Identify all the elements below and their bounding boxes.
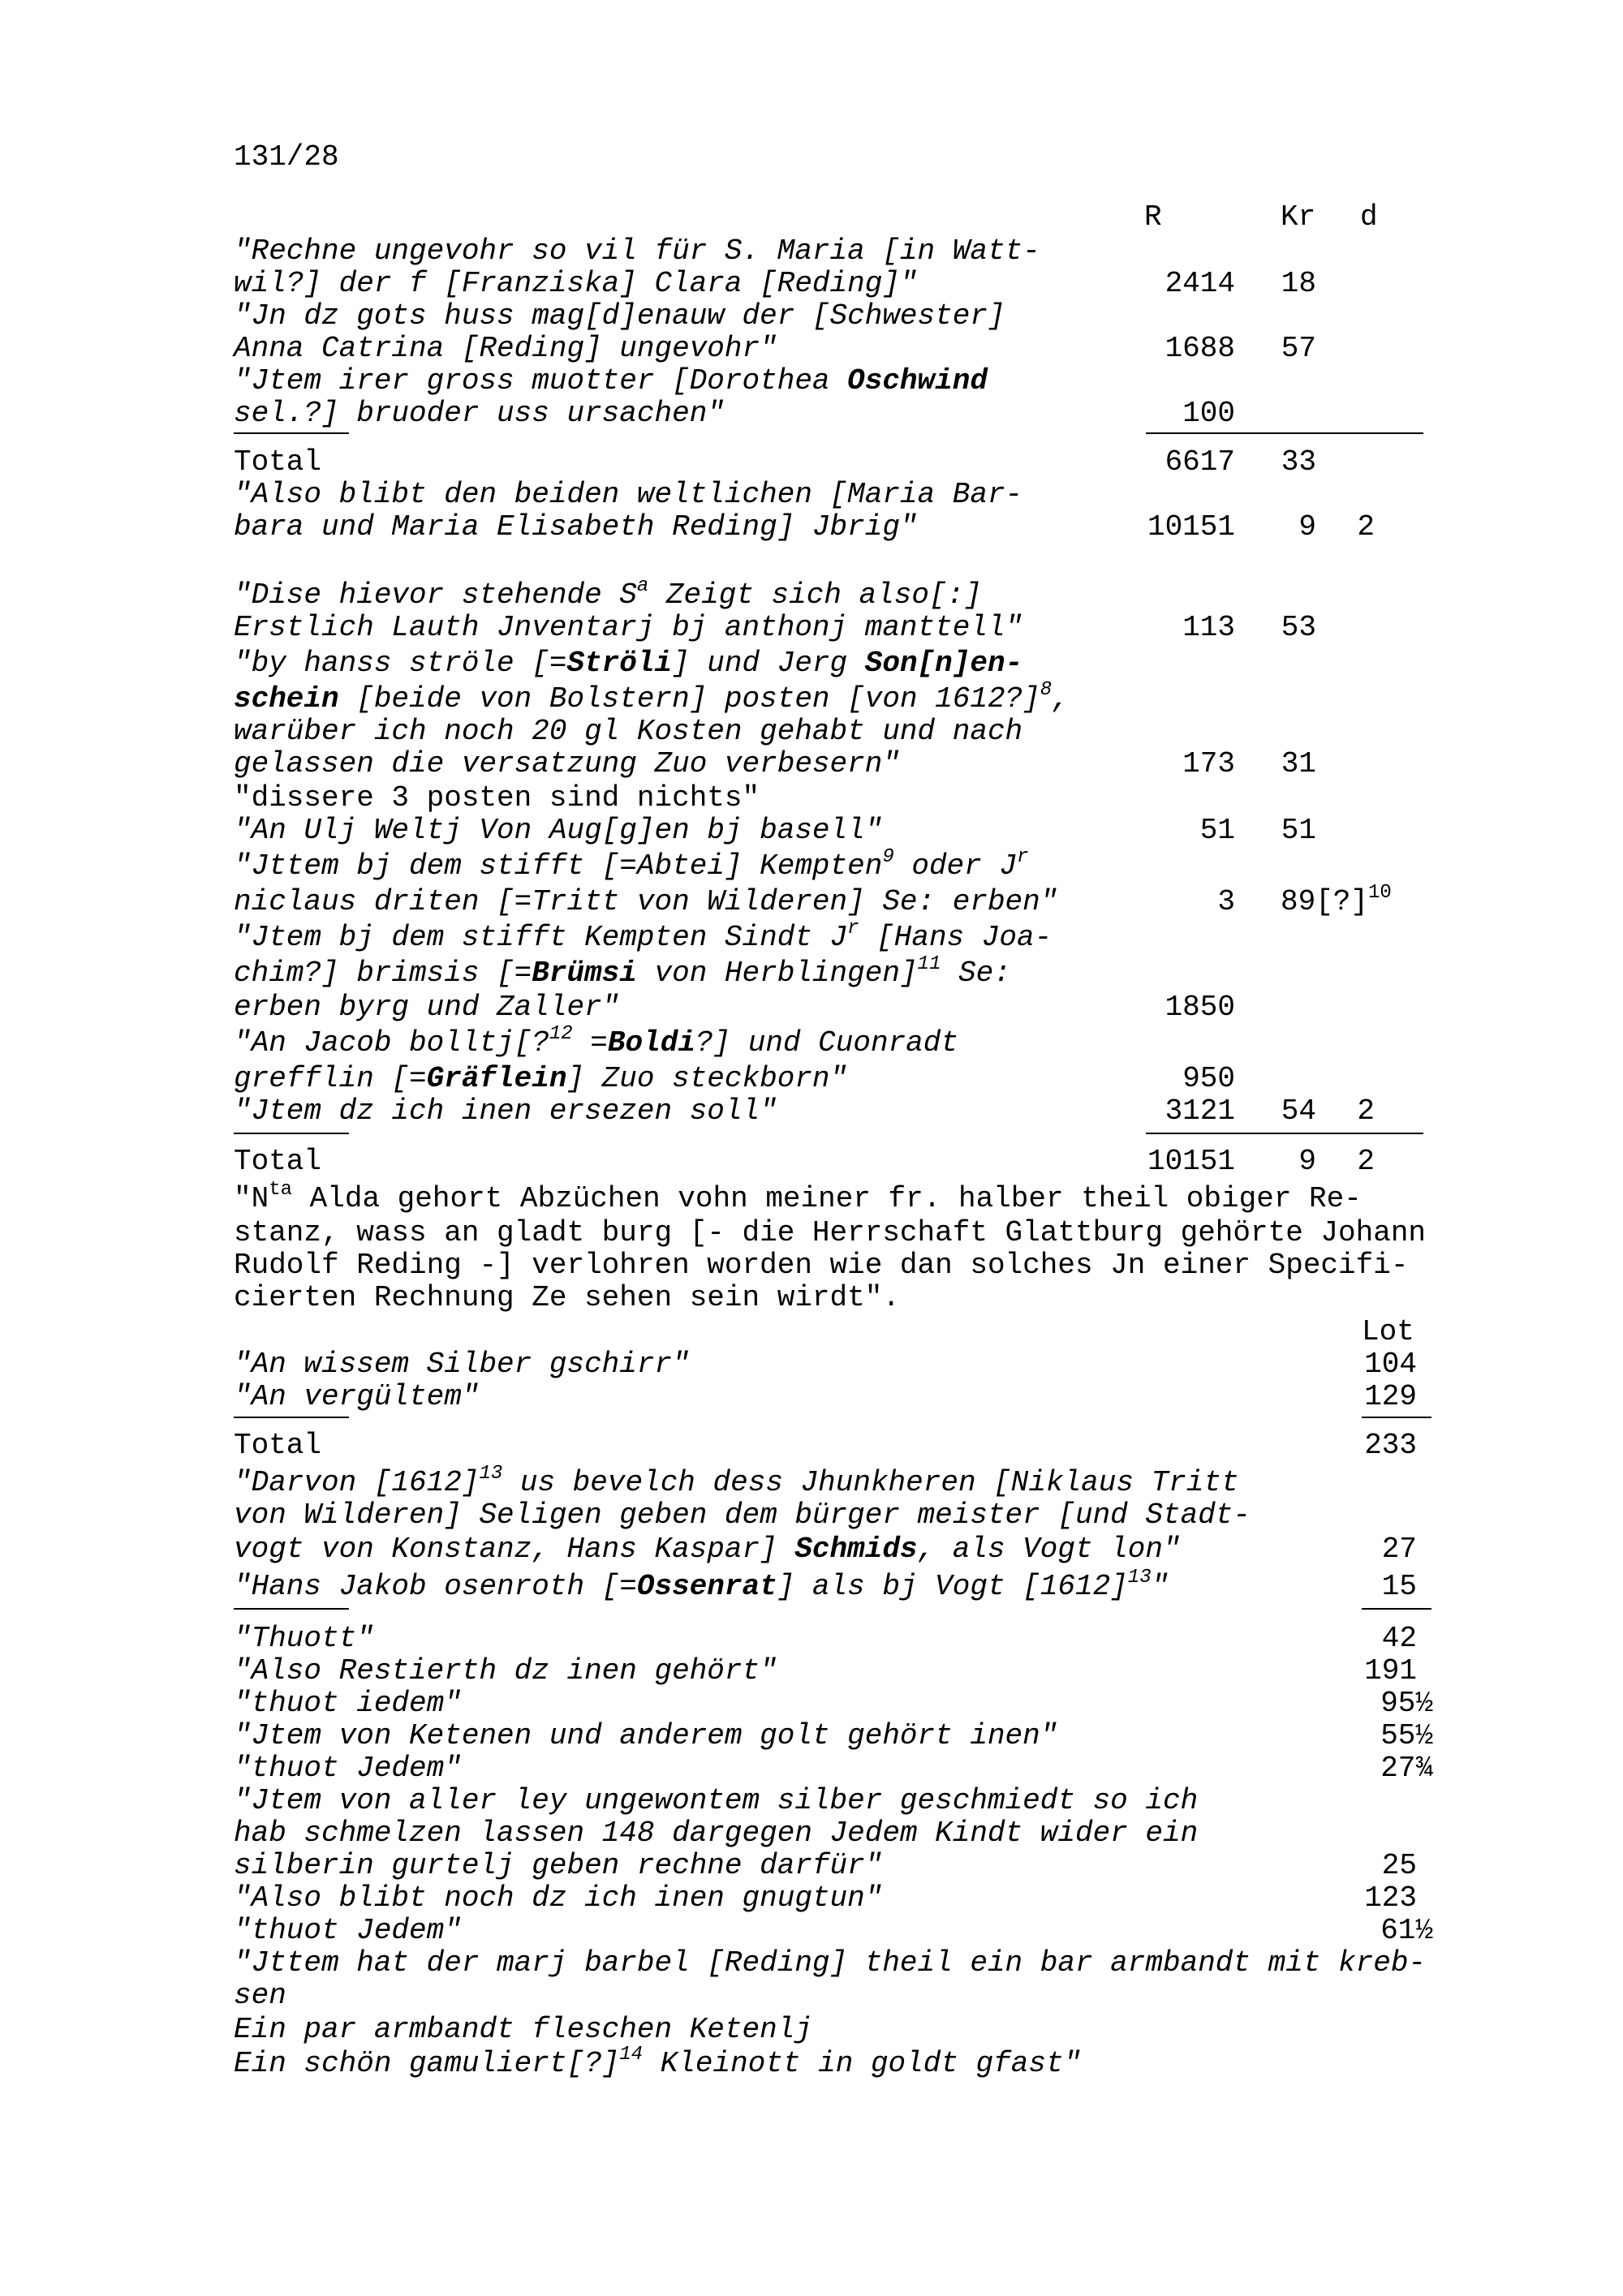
value-lot: 15 (1381, 1570, 1417, 1603)
value-kr: 51 (1281, 814, 1316, 847)
rule-sum (1362, 1417, 1431, 1418)
total-d: 2 (1357, 1145, 1375, 1178)
column-header-kr: Kr (1281, 200, 1316, 234)
total-label: Total (234, 445, 322, 479)
value-kr: 18 (1281, 267, 1316, 300)
text-line: erben byrg und Zaller" (234, 991, 620, 1024)
rule-left (234, 1133, 349, 1134)
value-lot: 191 (1364, 1654, 1417, 1688)
value-r: 950 (1182, 1062, 1235, 1095)
text-line: stanz, wass an gladt burg [- die Herrschaft Glattburg gehörte Johann (234, 1216, 1427, 1249)
text-line: Erstlich Lauth Jnventarj bj anthonj manttell" (234, 611, 1023, 644)
text-line: "Also blibt den beiden weltlichen [Maria Bar- (234, 478, 1023, 511)
value-kr: 57 (1281, 332, 1316, 365)
value-lot: 27 (1381, 1533, 1417, 1566)
text-line: "Jttem hat der marj barbel [Reding] theil ein bar armbandt mit kreb- (234, 1946, 1427, 1980)
text-line: "Also Restierth dz inen gehört" (234, 1654, 777, 1688)
text-line: "Jtem von Ketenen und anderem golt gehört inen" (234, 1719, 1058, 1752)
total-kr: 9 (1298, 1145, 1316, 1178)
value-kr: 53 (1281, 611, 1316, 644)
text-line: bara und Maria Elisabeth Reding] Jbrig" (234, 510, 918, 544)
total-kr: 33 (1281, 445, 1316, 479)
total-r: 10151 (1147, 1145, 1235, 1178)
value-r: 100 (1182, 397, 1235, 430)
value-r: 10151 (1147, 510, 1235, 544)
text-line: Rudolf Reding -] verlohren worden wie dan solches Jn einer Specifi- (234, 1249, 1409, 1282)
text-line: von Wilderen] Seligen geben dem bürger meister [und Stadt- (234, 1498, 1251, 1532)
text-line: wil?] der f [Franziska] Clara [Reding]" (234, 267, 918, 300)
value-r: 1850 (1165, 991, 1235, 1024)
value-lot: 123 (1364, 1881, 1417, 1915)
value-r: 2414 (1165, 267, 1235, 300)
text-line: "Darvon $[1612]^{13}$ us bevelch dess Jhunkheren [Niklaus Tritt (234, 1463, 1239, 1499)
rule-left (234, 1417, 349, 1418)
value-kr: 54 (1281, 1094, 1316, 1128)
column-header-lot: Lot (1362, 1315, 1414, 1348)
value-lot: 27¾ (1380, 1752, 1433, 1785)
column-header-d: d (1360, 200, 1378, 234)
rule-left (234, 1608, 349, 1610)
text-line: "$N^{ta}$ Alda gehort Abzüchen vohn meiner fr. halber theil obiger Re- (234, 1179, 1362, 1215)
total-label: Total (234, 1145, 322, 1178)
text-line: "Hans Jakob osenroth [=Ossenrat] als bj Vogt $[1612]^{13}$" (234, 1567, 1169, 1603)
text-line: sel.?] bruoder uss ursachen" (234, 397, 725, 430)
value-lot: 55½ (1380, 1719, 1433, 1752)
text-line: gelassen die versatzung Zuo verbesern" (234, 747, 900, 780)
rule-sum (1146, 432, 1423, 434)
text-line: niclaus driten [=Tritt von Wilderen] Se: erben" (234, 885, 1058, 918)
text-line: "Jn dz gots huss mag[d]enauw der [Schwester] (234, 299, 1005, 333)
value-lot: 129 (1364, 1380, 1417, 1413)
value-kr: 89[?]$^{10}$ (1281, 882, 1392, 918)
text-line: "An vergültem" (234, 1380, 480, 1413)
text-line: cierten Rechnung Ze sehen sein wirdt". (234, 1281, 900, 1314)
text-line: Anna Catrina [Reding] ungevohr" (234, 332, 777, 365)
text-line: "thuot iedem" (234, 1687, 462, 1720)
rule-sum (1362, 1608, 1431, 1610)
value-lot: 42 (1381, 1622, 1417, 1655)
total-r: 6617 (1165, 445, 1235, 479)
text-line: Ein schön gamuliert[?]$^{14}$ Kleinott in goldt gfast" (234, 2044, 1082, 2080)
page-reference: 131/28 (234, 140, 339, 174)
text-line: "Jtem bj dem stifft Kempten Sindt $J^r$ [Hans Joa- (234, 918, 1053, 954)
text-line: silberin gurtelj geben rechne darfür" (234, 1849, 883, 1882)
text-line: grefflin [=Gräflein] Zuo steckborn" (234, 1062, 848, 1095)
text-line: schein [beide von Bolstern] posten [von 1612?]$^8$, (234, 679, 1070, 716)
text-line: "An Ulj Weltj Von Aug[g]en bj basell" (234, 814, 883, 847)
text-line: "thuot Jedem" (234, 1914, 462, 1947)
text-line: vogt von Konstanz, Hans Kaspar] Schmids, als Vogt lon" (234, 1533, 1181, 1566)
text-line: "Jtem von aller ley ungewontem silber geschmiedt so ich (234, 1784, 1199, 1817)
text-line: "thuot Jedem" (234, 1752, 462, 1785)
text-line: "Jtem dz ich inen ersezen soll" (234, 1094, 777, 1128)
value-kr: 31 (1281, 747, 1316, 780)
value-lot: 61½ (1380, 1914, 1433, 1947)
text-line: Ein par armbandt fleschen Ketenlj (234, 2013, 812, 2046)
value-kr: 9 (1298, 510, 1316, 544)
text-line: hab schmelzen lassen 148 dargegen Jedem Kindt wider ein (234, 1817, 1199, 1850)
value-r: 173 (1182, 747, 1235, 780)
text-line: "Rechne ungevohr so vil für S. Maria [in Watt- (234, 234, 1040, 268)
value-r: 1688 (1165, 332, 1235, 365)
total-lot: 233 (1364, 1429, 1417, 1462)
value-r: 51 (1199, 814, 1235, 847)
text-line: sen (234, 1979, 286, 2012)
value-r: 3121 (1165, 1094, 1235, 1128)
value-r: 3 (1217, 885, 1235, 918)
text-line: chim?] brimsis [=Brümsi von Herblingen]$^{11}$ Se: (234, 953, 1011, 990)
value-d: 2 (1357, 510, 1375, 544)
text-line: "Jtem irer gross muotter [Dorothea Oschwind (234, 364, 988, 398)
value-r: 113 (1182, 611, 1235, 644)
value-lot: 25 (1381, 1849, 1417, 1882)
text-line: "Dise hievor stehende $S^a$ Zeigt sich also[:] (234, 575, 982, 612)
rule-sum (1146, 1133, 1423, 1134)
text-line: "Also blibt noch dz ich inen gnugtun" (234, 1881, 883, 1915)
column-header-r: R (1144, 200, 1162, 234)
value-lot: 104 (1364, 1348, 1417, 1381)
text-line: "An wissem Silber gschirr" (234, 1348, 690, 1381)
value-d: 2 (1357, 1094, 1375, 1128)
text-line: "Thuott" (234, 1622, 374, 1655)
text-line: "dissere 3 posten sind nichts" (234, 781, 760, 815)
total-label: Total (234, 1429, 322, 1462)
text-line: "An Jacob bolltj[?$^{12}$ =Boldi?] und Cuonradt (234, 1023, 958, 1060)
value-lot: 95½ (1380, 1687, 1433, 1720)
text-line: "Jttem bj dem stifft [=Abtei] Kempten$^9$ oder $J^r$ (234, 846, 1029, 883)
text-line: "by hanss ströle [=Ströli] und Jerg Son[n]en- (234, 647, 1023, 680)
text-line: warüber ich noch 20 gl Kosten gehabt und nach (234, 715, 1023, 748)
rule-left (234, 432, 349, 434)
